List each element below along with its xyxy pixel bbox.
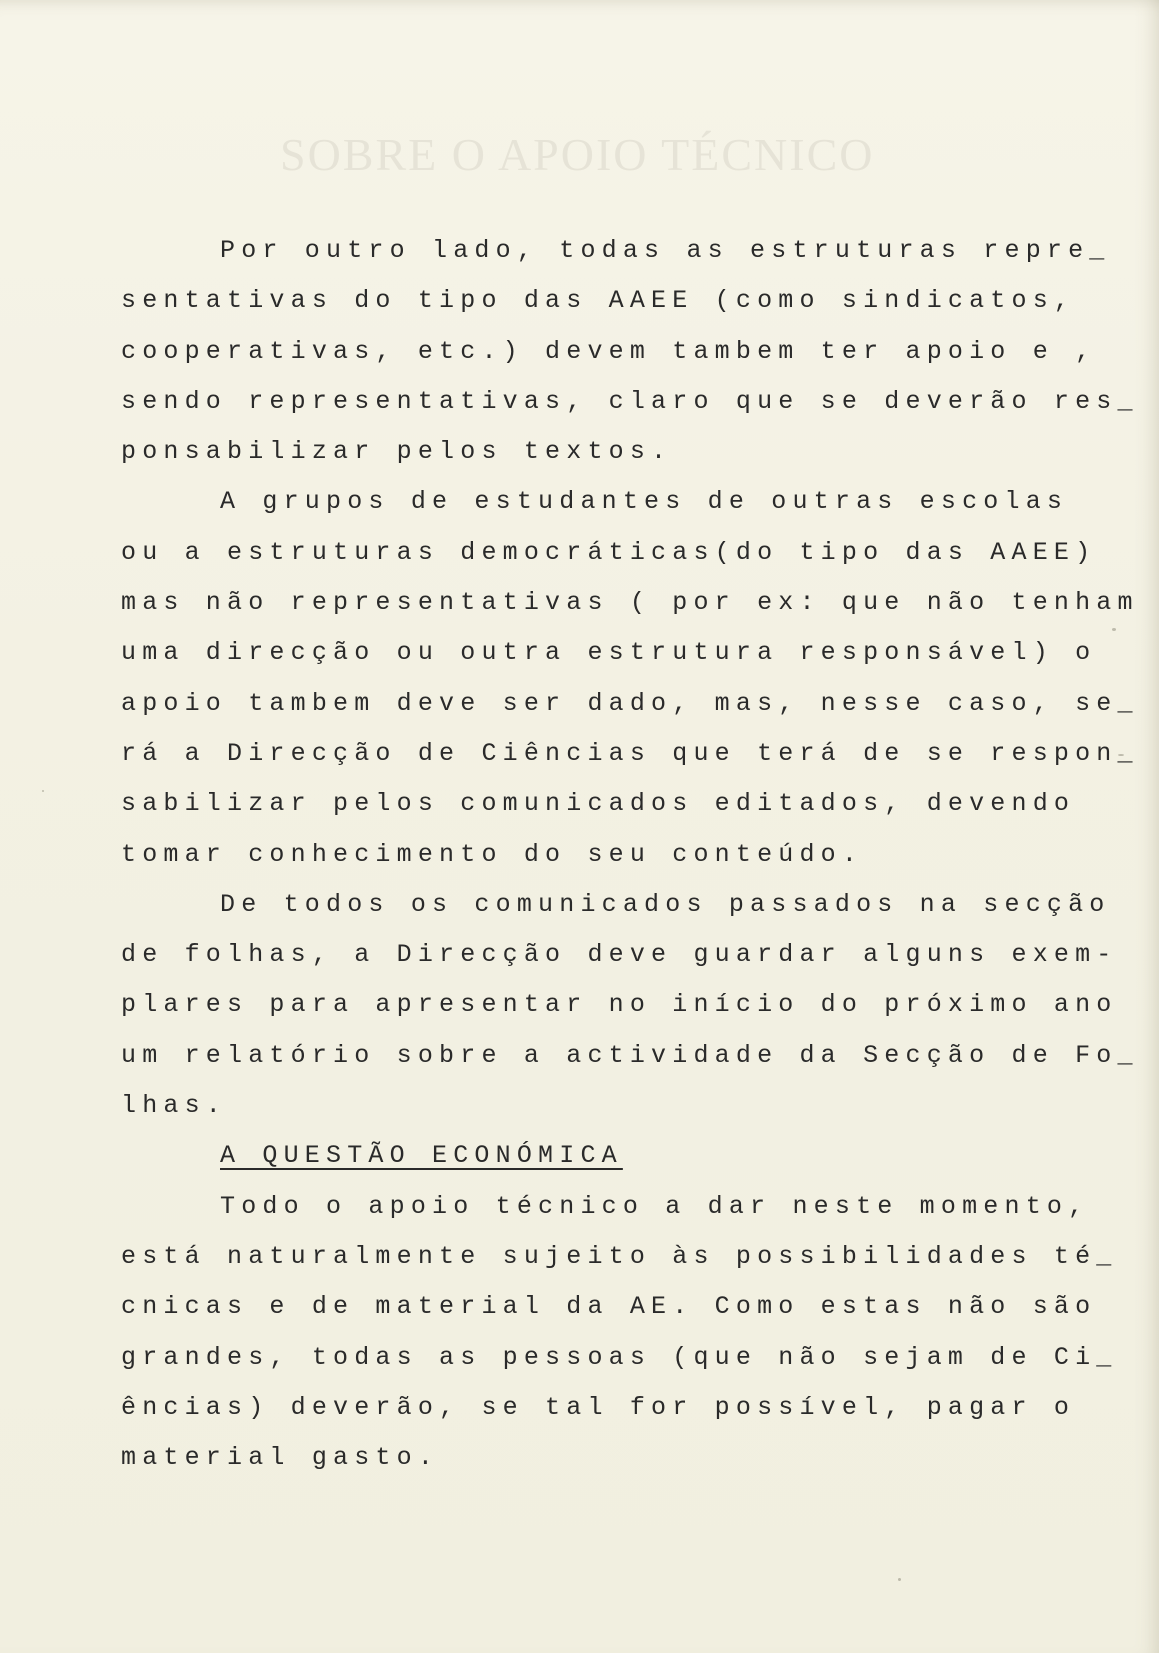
- section-heading: A QUESTÃO ECONÓMICA: [220, 1141, 623, 1171]
- paper-speck: [1112, 628, 1116, 631]
- text-line: sentativas do tipo das AAEE (como sindicatos,: [121, 286, 1076, 316]
- text-line: A grupos de estudantes de outras escolas: [220, 487, 1069, 517]
- text-line: grandes, todas as pessoas (que não sejam de Ci_: [121, 1342, 1118, 1372]
- text-line: tomar conhecimento do seu conteúdo.: [121, 839, 864, 869]
- text-line: cnicas e de material da AE. Como estas não são: [121, 1292, 1097, 1322]
- text-line: lhas.: [121, 1091, 228, 1121]
- paper-speck: [42, 790, 44, 792]
- text-line: plares para apresentar no início do próximo ano: [121, 990, 1118, 1020]
- text-line: Todo o apoio técnico a dar neste momento,: [220, 1191, 1090, 1221]
- text-line: ências) deverão, se tal for possível, pagar o: [121, 1392, 1076, 1422]
- text-line: sabilizar pelos comunicados editados, devendo: [121, 789, 1076, 819]
- text-line: cooperativas, etc.) devem tambem ter apoio e ,: [121, 336, 1097, 366]
- text-line: uma direcção ou outra estrutura responsável) o: [121, 638, 1097, 668]
- paper-speck: [898, 1578, 901, 1581]
- text-line: sendo representativas, claro que se deverão res_: [121, 386, 1139, 416]
- typed-body-text: [121, 226, 1139, 1483]
- text-line: um relatório sobre a actividade da Secção de Fo_: [121, 1040, 1139, 1070]
- text-line: apoio tambem deve ser dado, mas, nesse caso, se_: [121, 688, 1139, 718]
- text-line: material gasto.: [121, 1443, 440, 1473]
- section-heading-line: [121, 1131, 1101, 1181]
- text-line: mas não representativas ( por ex: que não tenham: [121, 588, 1139, 618]
- text-line: está naturalmente sujeito às possibilidades té_: [121, 1241, 1118, 1271]
- bleed-through-title: SOBRE O APOIO TÉCNICO: [280, 129, 875, 180]
- text-line: de folhas, a Direcção deve guardar alguns exem-: [121, 940, 1118, 970]
- text-line: Por outro lado, todas as estruturas repre_: [220, 236, 1111, 265]
- text-line: ponsabilizar pelos textos.: [121, 437, 673, 467]
- text-line: ou a estruturas democráticas(do tipo das AAEE): [121, 537, 1097, 567]
- text-line: rá a Direcção de Ciências que terá de se respon_: [121, 738, 1139, 768]
- text-line: De todos os comunicados passados na secção: [220, 889, 1111, 919]
